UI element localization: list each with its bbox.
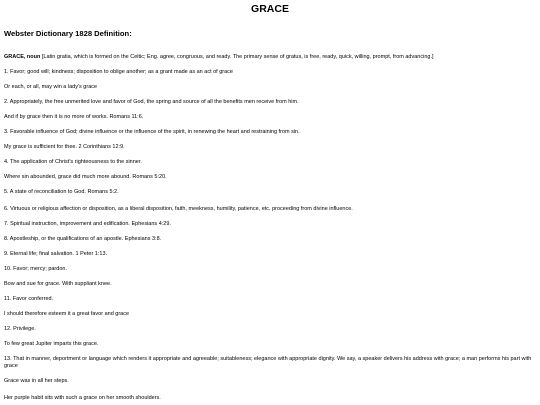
definition-line: Grace was in all her steps.: [4, 378, 69, 384]
definition-line: Her purple habit sits with such a grace on her smooth shoulders.: [4, 395, 161, 401]
definition-line: 11. Favor conferred.: [4, 296, 54, 302]
definition-line: 1. Favor; good will; kindness; disposition to oblige another; as a grant made as an act of grace: [4, 69, 233, 75]
definition-line: 8. Apostleship, or the qualifications of an apostle. Ephesians 3:8.: [4, 236, 162, 242]
definition-line: 4. The application of Christ's righteousness to the sinner.: [4, 159, 142, 165]
section-heading: Webster Dictionary 1828 Definition:: [4, 29, 132, 38]
headword: GRACE, noun: [4, 54, 41, 60]
definition-line: My grace is sufficient for thee. 2 Corinthians 12:9.: [4, 144, 125, 150]
definition-line: And if by grace then it is no more of works. Romans 11:6.: [4, 114, 144, 120]
definition-intro: [4, 54, 534, 61]
page-title: GRACE: [251, 3, 289, 15]
definition-line: 9. Eternal life; final salvation. 1 Peter 1:13.: [4, 251, 108, 257]
definition-line: 12. Privilege.: [4, 326, 36, 332]
definition-line: 10. Favor; mercy; pardon.: [4, 266, 67, 272]
definition-line: Where sin abounded, grace did much more abound. Romans 5:20.: [4, 174, 167, 180]
definition-line: I should therefore esteem it a great favor and grace: [4, 311, 130, 317]
definition-line: To few great Jupiter imparts this grace.: [4, 341, 99, 347]
definition-line: 3. Favorable influence of God; divine influence or the influence of the spirit, in renewing the heart and restraining from sin.: [4, 129, 300, 135]
etymology: [Latin gratia, which is formed on the Celtic; Eng. agree, congruous, and ready. The primary sense of gratus, is free, ready, quick, willing, prompt, from advancing.]: [41, 54, 434, 60]
definition-line: 13. That in manner, deportment or language which renders it appropriate and agreeable; suitableness; elegance with appropriate dignity. We say, a speaker delivers his address with grace; a man performs his part with grace: [4, 356, 532, 369]
definition-line: 2. Appropriately, the free unmerited love and favor of God, the spring and source of all the benefits men receive from him.: [4, 99, 299, 105]
definition-line: Bow and sue for grace. With suppliant knee.: [4, 281, 112, 287]
definition-line: 7. Spiritual instruction, improvement and edification. Ephesians 4:29.: [4, 221, 171, 227]
definition-line: 5. A state of reconciliation to God. Romans 5:2.: [4, 189, 119, 195]
definition-line: 6. Virtuous or religious affection or disposition, as a liberal disposition, faith, meekness, humility, patience, etc. proceeding from divine influence.: [4, 206, 353, 212]
definition-line: Or each, or all, may win a lady's grace: [4, 84, 98, 90]
